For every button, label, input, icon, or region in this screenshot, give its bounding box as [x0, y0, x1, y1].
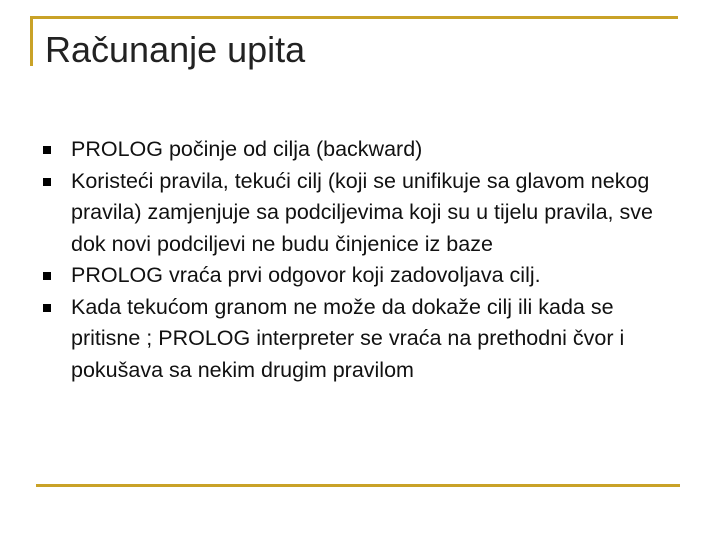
- bullet-item: [40, 166, 680, 261]
- square-bullet-icon: [43, 272, 51, 280]
- square-bullet-icon: [43, 304, 51, 312]
- bullet-list: [40, 134, 680, 386]
- bullet-item: [40, 134, 680, 166]
- square-bullet-icon: [43, 178, 51, 186]
- bottom-divider: [36, 484, 680, 487]
- square-bullet-icon: [43, 146, 51, 154]
- top-divider: [30, 16, 678, 19]
- slide-title: Računanje upita: [45, 29, 306, 70]
- bullet-item: [40, 260, 680, 292]
- bullet-text: PROLOG počinje od cilja (backward): [71, 137, 423, 161]
- bullet-text: PROLOG vraća prvi odgovor koji zadovoljava cilj.: [71, 263, 541, 287]
- bullet-text: Koristeći pravila, tekući cilj (koji se unifikuje sa glavom nekog pravila) zamjenjuje sa podciljevima koji su u tijelu pravila, sve dok novi podciljevi ne budu činjenice iz baze: [71, 168, 653, 256]
- left-divider: [30, 16, 33, 66]
- bullet-text: Kada tekućom granom ne može da dokaže cilj ili kada se pritisne ; PROLOG interpreter se vraća na prethodni čvor i pokušava sa nekim drugim pravilom: [71, 294, 625, 382]
- bullet-item: [40, 292, 680, 387]
